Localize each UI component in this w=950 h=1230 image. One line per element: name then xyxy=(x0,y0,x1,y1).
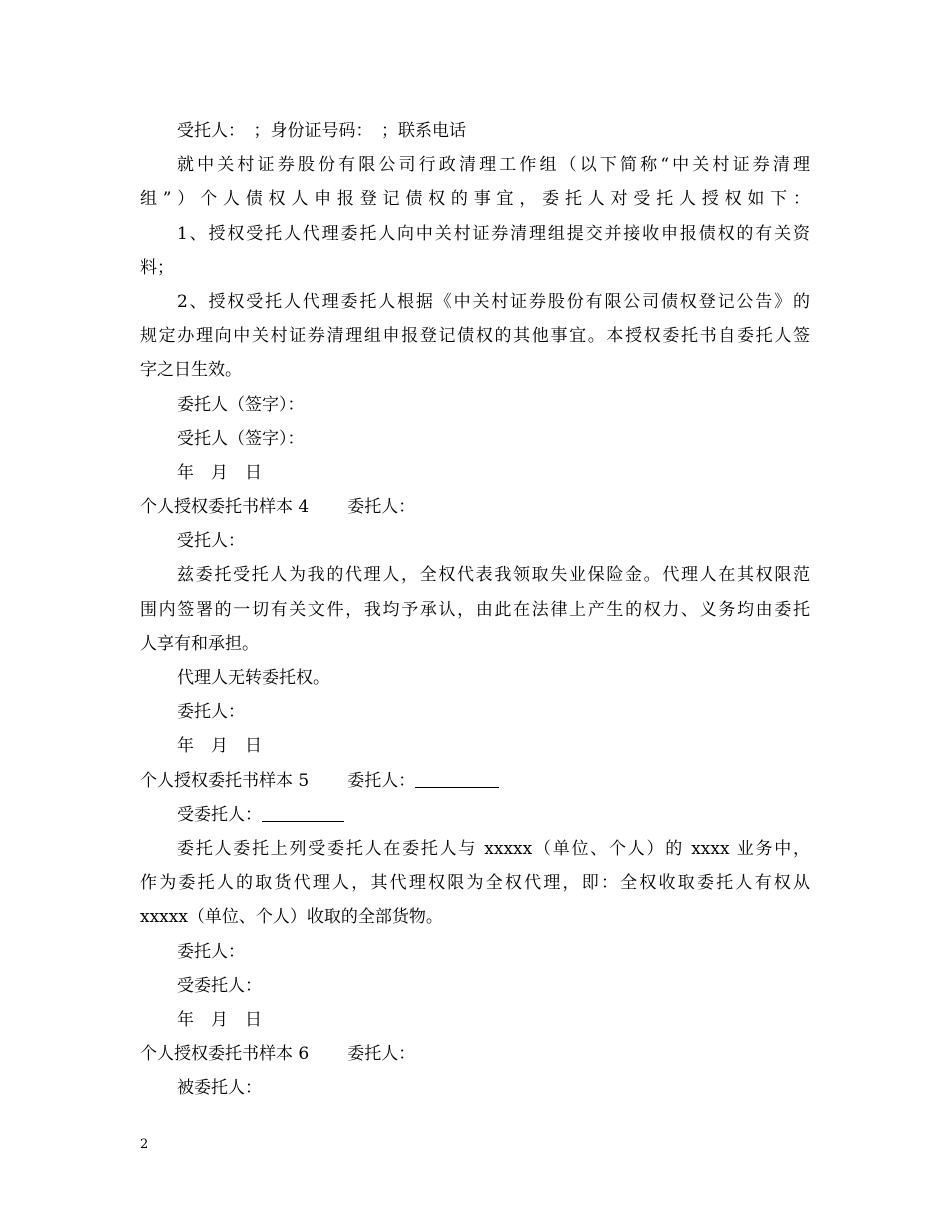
text-line xyxy=(140,319,810,353)
text-line xyxy=(140,627,810,661)
text-line xyxy=(140,1037,810,1071)
sample-heading: 个人授权委托书样本 5 xyxy=(140,770,310,791)
text-line xyxy=(140,217,810,251)
text-line xyxy=(140,422,810,456)
field-label: 受委托人： xyxy=(177,804,262,825)
text-line xyxy=(140,798,810,832)
text-line xyxy=(140,764,810,798)
signature-label: 委托人（签字）： xyxy=(177,394,305,415)
text-line xyxy=(140,490,810,524)
text-line xyxy=(140,558,810,592)
blank-underline xyxy=(262,803,344,822)
document-body xyxy=(140,114,810,1105)
page-number: 2 xyxy=(140,1137,149,1152)
paragraph-text: 字之日生效。 xyxy=(140,360,242,381)
paragraph-text: 作为委托人的取货代理人，其代理权限为全权代理，即：全权收取委托人有权从 xyxy=(140,873,810,894)
date-label: 年 月 日 xyxy=(177,1009,262,1030)
text-line xyxy=(140,353,810,387)
paragraph-text: 兹委托受托人为我的代理人，全权代表我领取失业保险金。代理人在其权限范 xyxy=(177,565,810,586)
text-line xyxy=(140,285,810,319)
field-label: 委托人： xyxy=(347,497,416,518)
text-line xyxy=(140,524,810,558)
text-line xyxy=(140,695,810,729)
text-line xyxy=(140,832,810,866)
paragraph-text: xxxxx（单位、个人）收取的全部货物。 xyxy=(140,907,443,928)
paragraph-text: 代理人无转委托权。 xyxy=(177,668,330,688)
text-line xyxy=(140,1003,810,1037)
signature-label: 委托人： xyxy=(177,941,245,962)
sample-heading: 个人授权委托书样本 4 xyxy=(140,497,310,518)
trustee-info: 受托人： ；身份证号码： ；联系电话 xyxy=(177,121,466,141)
blank-underline xyxy=(415,769,499,788)
paragraph-text: 就中关村证券股份有限公司行政清理工作组（以下简称“中关村证券清理 xyxy=(177,155,810,176)
text-line xyxy=(140,969,810,1003)
paragraph-text: 料； xyxy=(140,257,174,278)
signature-label: 受委托人： xyxy=(177,975,262,996)
field-label: 受托人： xyxy=(177,531,245,552)
text-line xyxy=(140,900,810,934)
paragraph-text: 1、授权受托人代理委托人向中关村证券清理组提交并接收申报债权的有关资 xyxy=(177,223,810,244)
field-label: 委托人： xyxy=(347,1044,416,1065)
field-label: 委托人： xyxy=(347,770,416,791)
text-line xyxy=(140,866,810,900)
text-line xyxy=(140,182,810,216)
paragraph-text: 人享有和承担。 xyxy=(140,633,259,654)
text-line xyxy=(140,593,810,627)
text-line xyxy=(140,456,810,490)
text-line xyxy=(140,114,810,148)
text-line xyxy=(140,148,810,182)
paragraph-text: 规定办理向中关村证券清理组申报登记债权的其他事宜。本授权委托书自委托人签 xyxy=(140,326,810,347)
paragraph-text: 围内签署的一切有关文件，我均予承认，由此在法律上产生的权力、义务均由委托 xyxy=(140,599,810,620)
text-line xyxy=(140,388,810,422)
text-line xyxy=(140,661,810,695)
text-line xyxy=(140,729,810,763)
paragraph-text: 2、授权受托人代理委托人根据《中关村证券股份有限公司债权登记公告》的 xyxy=(177,291,810,312)
signature-label: 委托人： xyxy=(177,702,245,723)
text-line xyxy=(140,935,810,969)
text-line xyxy=(140,251,810,285)
field-label: 被委托人： xyxy=(177,1078,262,1099)
paragraph-text: 委托人委托上列受委托人在委托人与 xxxxx（单位、个人）的 xxxx 业务中， xyxy=(177,838,810,859)
sample-heading: 个人授权委托书样本 6 xyxy=(140,1044,310,1065)
date-label: 年 月 日 xyxy=(177,462,262,483)
signature-label: 受托人（签字）： xyxy=(177,428,305,449)
text-line xyxy=(140,1071,810,1105)
paragraph-text: 组”）个人债权人申报登记债权的事宜，委托人对受托人授权如下： xyxy=(140,189,810,210)
date-label: 年 月 日 xyxy=(177,736,262,757)
